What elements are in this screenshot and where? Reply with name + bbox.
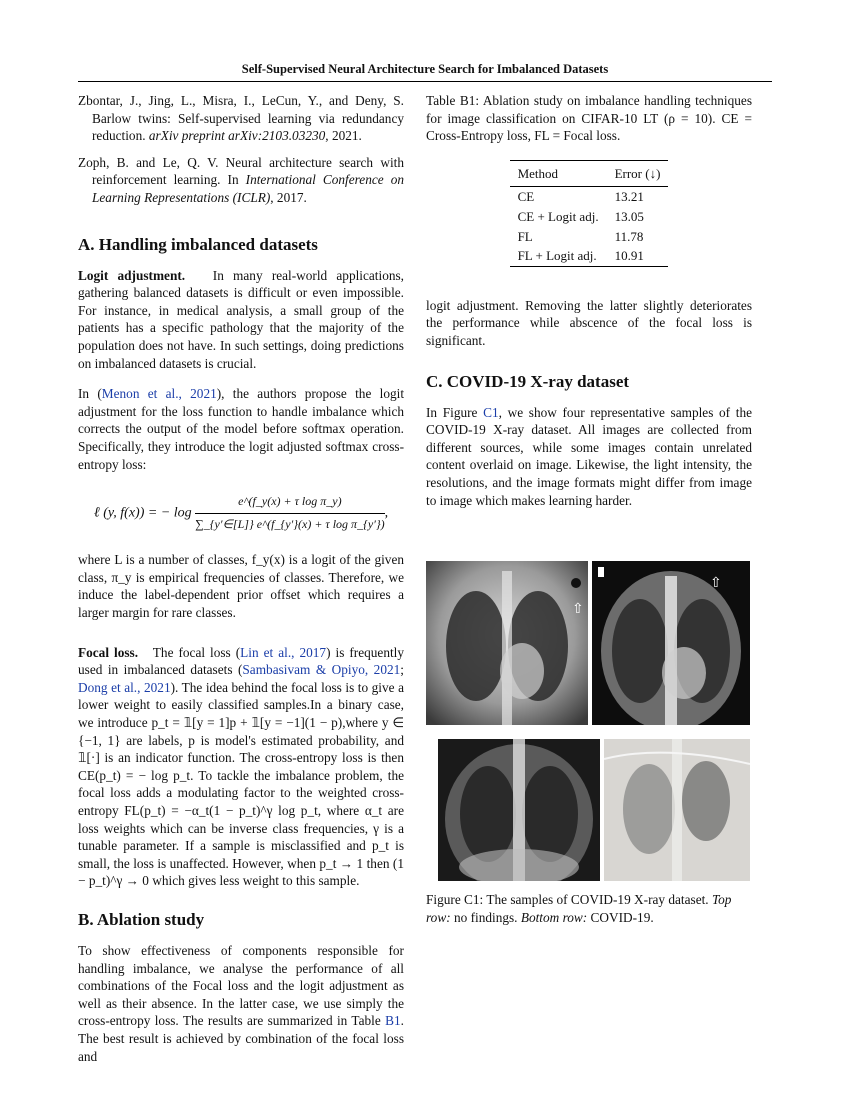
table-row: FL 11.78 <box>517 228 644 244</box>
figure-caption: Figure C1: The samples of COVID-19 X-ray dataset. Top row: no findings. Bottom row: COVID-19. <box>426 892 732 925</box>
page-header: Self-Supervised Neural Architecture Search for Imbalanced Datasets <box>78 62 772 82</box>
table-header-error: Error (↓) <box>614 165 661 181</box>
cite-lin[interactable]: Lin et al., 2017 <box>240 644 327 660</box>
table-row: CE 13.21 <box>517 189 644 205</box>
reference-zbontar: Zbontar, J., Jing, L., Misra, I., LeCun, Y., and Deny, S. Barlow twins: Self-supervised learning via redundancy reduction. arXiv preprint arXiv:2103.03230, 2021. <box>78 93 404 144</box>
focal-paragraph: Focal loss. The focal loss (Lin et al., 2017) is frequently used in imbalanced datasets (Sambasivam & Opiyo, 2021; Dong et al., 2021). The idea behind the focal loss is to give a lower weight to easily classified samples.In a binary case, we introduce p_t = 𝟙[y = 1]p + 𝟙[y = −1](1 − p),where y ∈ {−1, 1} are labels, p is model's estimated probability, and 𝟙[·] is an indicator function. The cross-entropy loss is then CE(p_t) = − log p_t. To tackle the imbalance problem, the focal loss adds a modulating factor to the weighted cross-entropy FL(p_t) = −α_t(1 − p_t)^γ log p_t, where α_t are loss weights which can be inverse class frequencies, γ is a tunable parameter. If a sample is misclassified and p_t is small, the loss is unaffected. However, when p_t → 1 then (1 − p_t)^γ → 0 which gives less weight to this sample. <box>78 644 405 889</box>
section-a-title: A. Handling imbalanced datasets <box>78 234 318 254</box>
table-row: FL + Logit adj. 10.91 <box>510 246 669 266</box>
table-row: CE + Logit adj. 13.05 <box>517 208 644 224</box>
svg-text:⇧: ⇧ <box>710 575 722 592</box>
logit-equation: ℓ (y, f(x)) = − log $\frac{\text{e\textasciicircum{}(f\_y(x) + τ log π\_y)}}{\text{∑\_\{y′∈[L]\} e\textasciicircum{}(f\_\{y′\}(x) + τ log π\_\{y′\})}}$ , <box>78 493 404 533</box>
logit-paragraph: Logit adjustment. In many real-world applications, gathering balanced datasets is difficult or even impossible. For instance, in medical analysis, a small group of the patients has a specific pathology that the majority of the population does not have. In such settings, doing predictions on imbalanced datasets is crucial. <box>78 267 404 371</box>
table-header-row <box>510 160 669 187</box>
svg-text:⇧: ⇧ <box>572 601 584 618</box>
ref-figure-c1[interactable]: C1 <box>483 404 499 420</box>
left-column <box>78 92 404 1065</box>
xray-image-no-findings-1 <box>426 561 588 725</box>
where-paragraph: where L is a number of classes, f_y(x) is a logit of the given class, π_y is empirical frequencies of classes. Therefore, we induce the label-dependent prior offset which requires a larger margin for rare classes. <box>78 552 404 621</box>
xray-image-covid-2 <box>604 739 750 881</box>
section-c-title: C. COVID-19 X-ray dataset <box>426 371 630 391</box>
xray-figure <box>426 561 752 881</box>
table-header-method: Method <box>517 165 559 181</box>
ablation-paragraph: To show effectiveness of components responsible for handling imbalance, we analyse the performance of all combinations of the Focal loss and the logit adjustment as well as their absence. In the latter case, we use simply the cross-entropy loss. The results are summarized in Table B1. The best result is achieved by combination of the focal loss and <box>78 942 404 1064</box>
table-caption: Table B1: Ablation study on imbalance handling techniques for image classification on CIFAR-10 LT (ρ = 10). CE = Cross-Entropy loss, FL = Focal loss. <box>426 93 752 144</box>
xray-image-covid-1 <box>438 739 600 881</box>
logit-heading: Logit adjustment. <box>78 267 186 283</box>
menon-paragraph: In (Menon et al., 2021), the authors propose the logit adjustment for the loss function to handle imbalance which corrects the output of the model before softmax operation. Specifically, they introduce the logit adjusted softmax cross-entropy loss: <box>78 386 405 472</box>
right-column <box>426 92 752 926</box>
equation-denominator: ∑_{y′∈[L]} e^(f_{y′}(x) + τ log π_{y′}) <box>195 516 385 531</box>
reference-zoph: Zoph, B. and Le, Q. V. Neural architecture search with reinforcement learning. In International Conference on Learning Representations (ICLR), 2017. <box>78 154 404 205</box>
cite-menon[interactable]: Menon et al., 2021 <box>101 386 217 402</box>
ablation-table <box>510 160 669 267</box>
ref-table-b1[interactable]: B1 <box>385 1013 401 1029</box>
equation-numerator: e^(f_y(x) + τ log π_y) <box>195 493 384 514</box>
cite-dong[interactable]: Dong et al., 2021 <box>78 679 171 695</box>
section-b-title: B. Ablation study <box>78 909 205 929</box>
focal-heading: Focal loss. <box>78 644 139 660</box>
cite-sambasivam[interactable]: Sambasivam & Opiyo, 2021 <box>242 662 401 678</box>
ablation-continued: logit adjustment. Removing the latter slightly deteriorates the performance while abscence of the focal loss is significant. <box>426 297 752 348</box>
covid-paragraph: In Figure C1, we show four representative samples of the COVID-19 X-ray dataset. All images are collected from different sources, while some images contain unrelated content overlaid on image. Likewise, the light intensity, the resolutions, and the image formats might differ from image to image which makes learning harder. <box>426 404 752 508</box>
xray-image-no-findings-2 <box>592 561 750 725</box>
